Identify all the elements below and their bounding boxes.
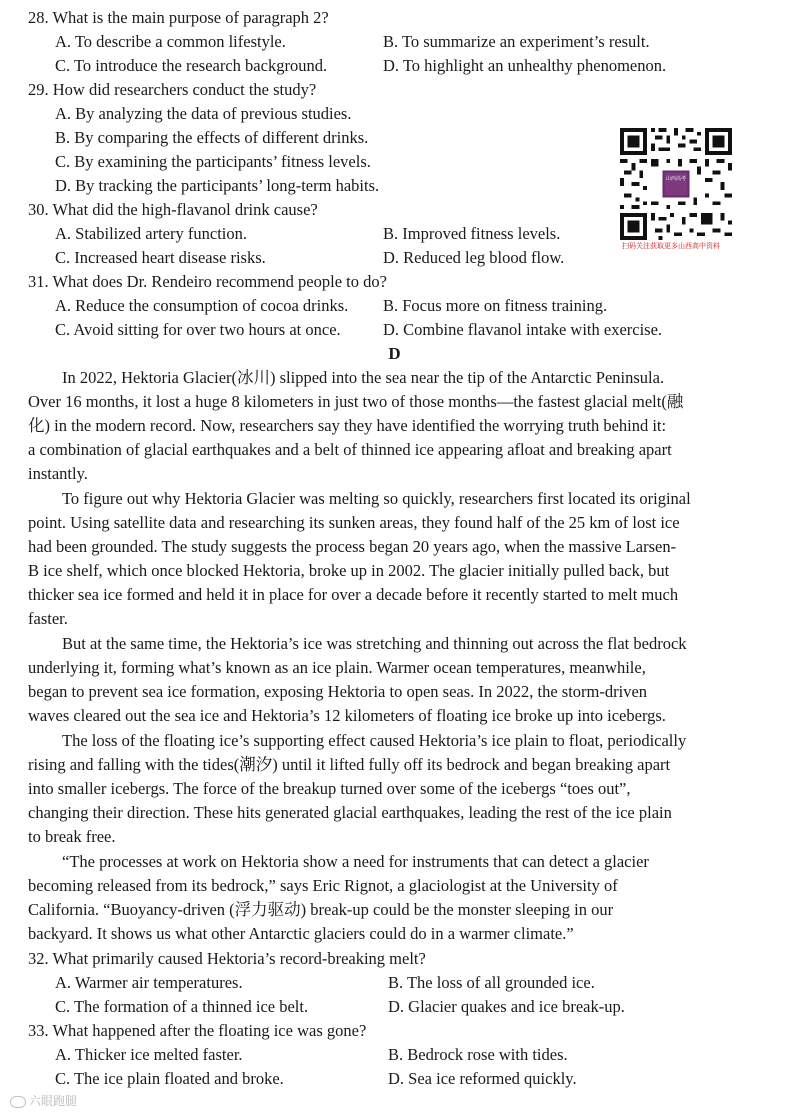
question-28-option-c: C. To introduce the research background. — [55, 56, 328, 75]
question-31-option-d: D. Combine flavanol intake with exercise. — [383, 320, 663, 339]
passage-p2-line: had been grounded. The study suggests the process began 20 years ago, when the massive Larsen- — [28, 537, 677, 556]
qr-code-image[interactable] — [620, 128, 732, 240]
question-28-option-b: B. To summarize an experiment’s result. — [383, 32, 650, 51]
question-31-option-b: B. Focus more on fitness training. — [383, 296, 608, 315]
passage-p2-line: faster. — [28, 609, 68, 628]
watermark-logo-icon — [10, 1096, 26, 1108]
question-31-option-a: A. Reduce the consumption of cocoa drinks. — [55, 296, 349, 315]
passage-p5-line: becoming released from its bedrock,” says Eric Rignot, a glaciologist at the University of — [28, 876, 618, 895]
question-31-option-c: C. Avoid sitting for over two hours at once. — [55, 320, 341, 339]
passage-p4-line: rising and falling with the tides(潮汐) until it lifted fully off its bedrock and began breaking apart — [28, 755, 671, 774]
passage-p3-line: underlying it, forming what’s known as an ice plain. Warmer ocean temperatures, meanwhile, — [28, 658, 646, 677]
passage-p2-line: thicker sea ice formed and held it in place for over a decade before it recently started to melt much — [28, 585, 679, 604]
passage-p5-line: California. “Buoyancy-driven (浮力驱动) break-up could be the monster sleeping in our — [28, 900, 614, 919]
question-33-option-c: C. The ice plain floated and broke. — [55, 1069, 284, 1088]
question-33-option-b: B. Bedrock rose with tides. — [388, 1045, 568, 1064]
passage-p5-line: “The processes at work on Hektoria show a need for instruments that can detect a glacier — [62, 852, 649, 871]
passage-p1-line: a combination of glacial earthquakes and a belt of thinned ice appearing afloat and breaking apart — [28, 440, 672, 459]
question-30-option-d: D. Reduced leg blood flow. — [383, 248, 565, 267]
question-32-option-c: C. The formation of a thinned ice belt. — [55, 997, 309, 1016]
passage-p2-line: point. Using satellite data and researching its sunken areas, they found half of the 25 km of lost ice — [28, 513, 680, 532]
passage-p1-line: Over 16 months, it lost a huge 8 kilometers in just two of those months—the fastest glacial melt(融 — [28, 392, 684, 411]
question-32-option-a: A. Warmer air temperatures. — [55, 973, 243, 992]
question-32-option-b: B. The loss of all grounded ice. — [388, 973, 595, 992]
question-32-stem: 32. What primarily caused Hektoria’s record-breaking melt? — [28, 949, 426, 968]
question-29-option-a: A. By analyzing the data of previous studies. — [55, 104, 352, 123]
question-29-option-d: D. By tracking the participants’ long-term habits. — [55, 176, 380, 195]
question-30-option-c: C. Increased heart disease risks. — [55, 248, 266, 267]
qr-center-label: 山西高考 — [666, 176, 687, 182]
question-28-option-d: D. To highlight an unhealthy phenomenon. — [383, 56, 667, 75]
passage-p4-line: The loss of the floating ice’s supporting effect caused Hektoria’s ice plain to float, periodically — [62, 731, 687, 750]
question-28-stem: 28. What is the main purpose of paragraph 2? — [28, 8, 329, 27]
question-30-option-b: B. Improved fitness levels. — [383, 224, 561, 243]
question-33-option-d: D. Sea ice reformed quickly. — [388, 1069, 577, 1088]
passage-p1-line: instantly. — [28, 464, 88, 483]
qr-caption: 扫码关注获取更多山西高中资料 — [622, 242, 720, 250]
passage-p3-line: waves cleared out the sea ice and Hektoria’s 12 kilometers of floating ice broke up into icebergs. — [28, 706, 666, 725]
question-30-option-a: A. Stabilized artery function. — [55, 224, 247, 243]
passage-p3-line: began to prevent sea ice formation, exposing Hektoria to open seas. In 2022, the storm-driven — [28, 682, 648, 701]
question-33-stem: 33. What happened after the floating ice was gone? — [28, 1021, 367, 1040]
question-33-option-a: A. Thicker ice melted faster. — [55, 1045, 243, 1064]
passage-p4-line: into smaller icebergs. The force of the breakup turned over some of the icebergs “toes out”, — [28, 779, 631, 798]
watermark — [10, 1092, 77, 1109]
passage-heading: D — [388, 344, 401, 363]
question-29-option-b: B. By comparing the effects of different drinks. — [55, 128, 369, 147]
question-29-option-c: C. By examining the participants’ fitness levels. — [55, 152, 371, 171]
passage-p4-line: changing their direction. These hits generated glacial earthquakes, leading the rest of the ice plain — [28, 803, 672, 822]
passage-p1-line: 化) in the modern record. Now, researchers say they have identified the worrying truth behind it: — [28, 416, 667, 435]
passage-p2-line: To figure out why Hektoria Glacier was melting so quickly, researchers first located its original — [62, 489, 691, 508]
passage-p5-line: backyard. It shows us what other Antarctic glaciers could do in a warmer climate.” — [28, 924, 574, 943]
passage-p2-line: B ice shelf, which once blocked Hektoria, broke up in 2002. The glacier initially pulled back, but — [28, 561, 670, 580]
question-32-option-d: D. Glacier quakes and ice break-up. — [388, 997, 625, 1016]
question-29-stem: 29. How did researchers conduct the study? — [28, 80, 317, 99]
question-30-stem: 30. What did the high-flavanol drink cause? — [28, 200, 318, 219]
question-28-option-a: A. To describe a common lifestyle. — [55, 32, 286, 51]
watermark-text: 六眼跑腿 — [29, 1094, 78, 1108]
passage-p3-line: But at the same time, the Hektoria’s ice was stretching and thinning out across the flat bedrock — [62, 634, 687, 653]
passage-p1-line: In 2022, Hektoria Glacier(冰川) slipped into the sea near the tip of the Antarctic Peninsula. — [62, 368, 665, 387]
question-31-stem: 31. What does Dr. Rendeiro recommend people to do? — [28, 272, 387, 291]
passage-p4-line: to break free. — [28, 827, 116, 846]
